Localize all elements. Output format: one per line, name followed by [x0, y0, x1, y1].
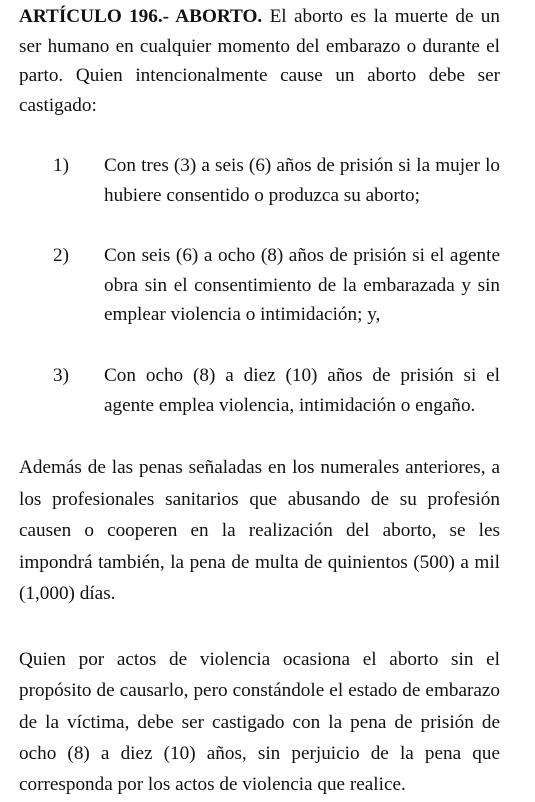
list-item-text: Con ocho (8) a diez (10) años de prisión si el agente emplea violencia, intimidación o engaño. [104, 365, 500, 416]
list-item-number: 1) [53, 155, 69, 176]
paragraph-professionals: Además de las penas señaladas en los numerales anteriores, a los profesionales sanitarios que abusando de su profesión causen o cooperen en la realización del aborto, se les impondrá también, la pena de multa de quinientos (500) a mil (1,000) días. [19, 457, 500, 605]
list-item-number: 3) [53, 365, 69, 386]
list-item-text: Con tres (3) a seis (6) años de prisión si la mujer lo hubiere consentido o produzca su aborto; [104, 155, 500, 206]
paragraph-violence: Quien por actos de violencia ocasiona el aborto sin el propósito de causarlo, pero constándole el estado de embarazo de la víctima, debe ser castigado con la pena de prisión de ocho (8) a diez (10) años, sin perjuicio de la pena que corresponda por los actos de violencia que realice. [19, 649, 500, 796]
list-item-number: 2) [53, 245, 69, 266]
list-item-text: Con seis (6) a ocho (8) años de prisión si el agente obra sin el consentimiento de la embarazada y sin emplear violencia o intimidación; y, [104, 245, 500, 325]
article-heading: ARTÍCULO 196.- ABORTO. [19, 6, 263, 27]
article-intro [19, 2, 500, 120]
article-intro-text: El aborto es la muerte de un ser humano en cualquier momento del embarazo o durante el parto. Quien intencionalmente cause un aborto debe ser castigado: [19, 6, 500, 116]
